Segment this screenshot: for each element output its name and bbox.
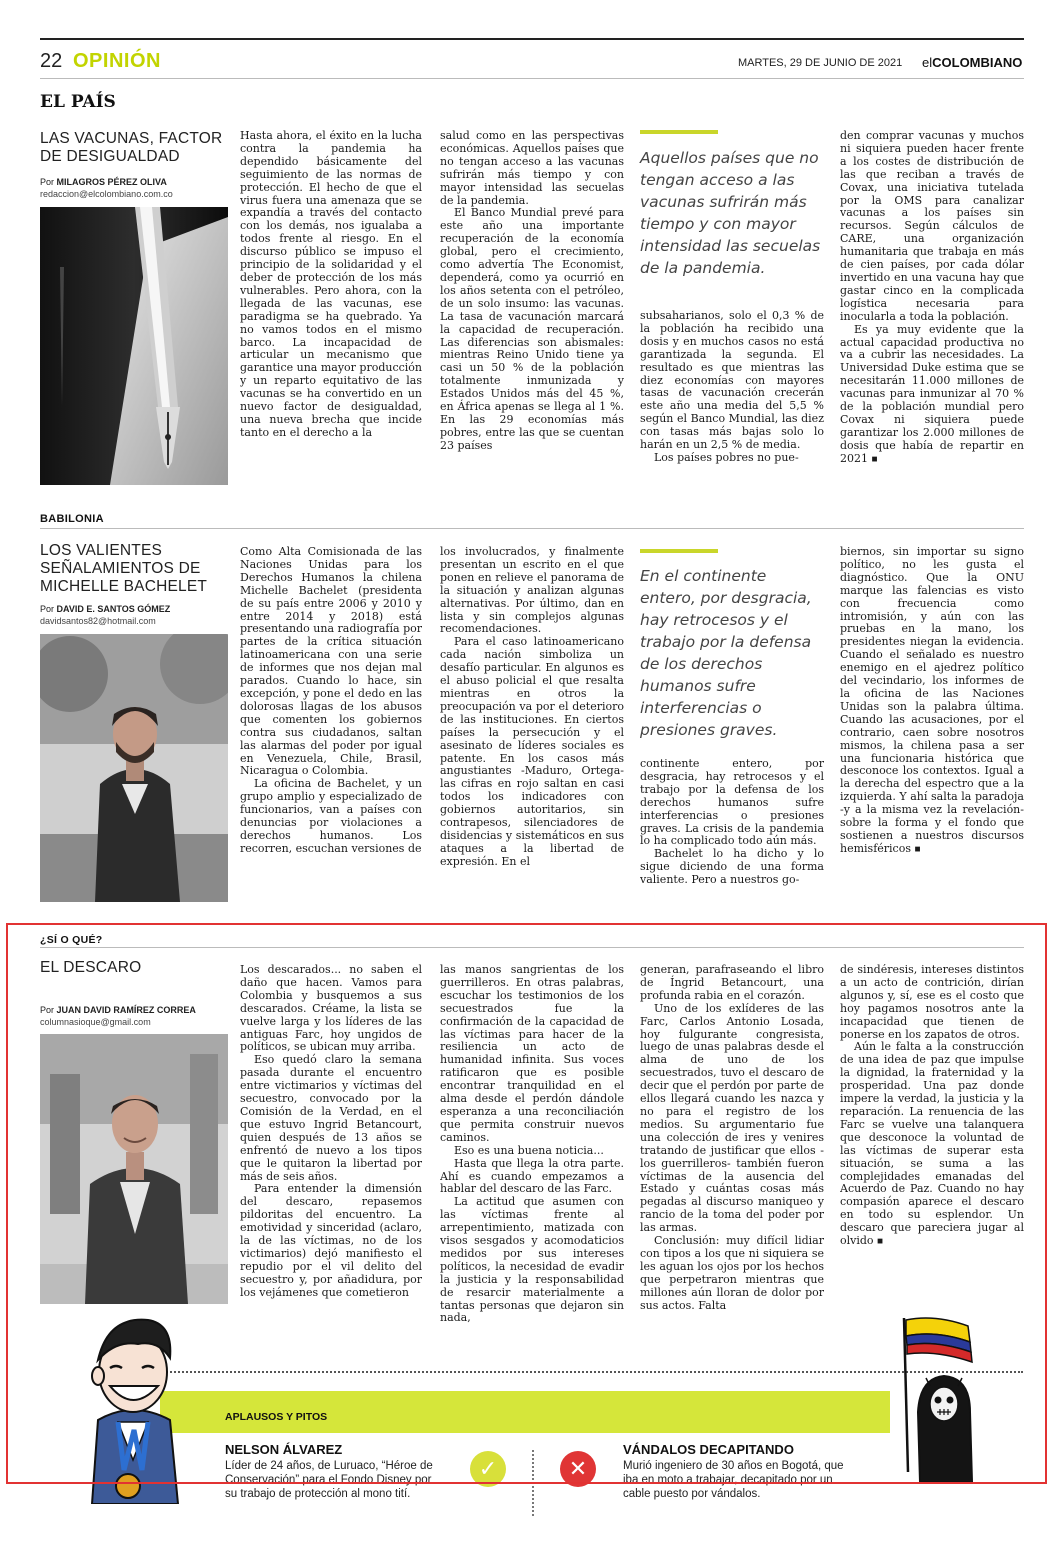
article-3-headline: [40, 959, 228, 977]
paragraph: Los descarados... no saben el daño que hacen. Vamos para Colombia y busquemos a sus descarados. Créame, la lista se vuelve larga y los líderes de las antiguas Farc, hoy ungidos de políticos, se ubican muy arriba.: [240, 964, 422, 1054]
paragraph: El Banco Mundial prevé para este año una importante recuperación de la economía global, pero el crecimiento, como advertía The Economist, dependerá, como ya ocurrió en los años setenta con el petróleo, de un solo insumo: las vacunas. La tasa de vacunación marcará la capacidad de recuperación. Las diferencias son abismales: mientras Reino Unido tiene ya casi un 50 % de la población totalmente inmunizada y Estados Unidos más del 45 %, en África apenas se llega al 1 %. En las 29 economías más pobres, entre las que se cuentan 23 países: [440, 206, 624, 452]
paragraph: los involucrados, y finalmente presentan un escrito en el que ponen en relieve el panorama de la situación y analizan algunas alternativas. Por último, dan en lista y sin complejos algunas recomendaciones.: [440, 546, 624, 636]
paragraph: [840, 324, 1024, 467]
paragraph: La actitud que asumen con las víctimas frente al arrepentimiento, matizada con visos sesgados y acomodaticios medidos por sus intereses políticos, la necesidad de evadir la justicia y la responsabilidad de resarcir materialmente a tantas personas que dejaron sin nada,: [440, 1195, 624, 1325]
author-name: DAVID E. SANTOS GÓMEZ: [56, 604, 171, 614]
paragraph: La oficina de Bachelet, y un grupo amplio y especializado de funcionarios, van a países con denuncias por violaciones a derechos humanos. Los recorren, escuchan versiones de: [240, 777, 422, 855]
headline-line: LOS VALIENTES: [40, 542, 163, 559]
byline-prefix: Por: [40, 1005, 55, 1015]
paragraph: salud como en las perspectivas económicas. Aquellos países que no tengan acceso a las vacunas sufrirán más tiempo y con mayor intensidad las secuelas de la pandemia.: [440, 130, 624, 207]
author-name: MILAGROS PÉREZ OLIVA: [56, 177, 167, 187]
page-number: 22: [40, 50, 63, 72]
paragraph: subsaharianos, solo el 0,3 % de la población ha recibido una dosis y en muchos casos no está garantizada la segunda. El resultado es que mientras las diez economías con mayores tasas de vacunación crecerán este año una media del 5,5 % según el Banco Mundial, las diez con tasas más bajas solo lo harán en un 2,5 % de media.: [640, 310, 824, 452]
paragraph: Como Alta Comisionada de las Naciones Unidas para los Derechos Humanos la chilena Michelle Bachelet (presidenta de su país entre 2006 y 2010 y entre 2014 y 2018) está presentando una radiografía por partes de la crítica situación latinoamericana con una serie de informes que nos dejan mal parados. Cuando lo hace, sin excepción, y pone el dedo en las dolorosas llagas de los abusos que comenten los gobiernos contra sus ciudadanos, saltan las alarmas del poder por igual en Venezuela, Chile, Brasil, Nicaragua o Colombia.: [240, 546, 422, 778]
article-1-headline: [40, 130, 228, 166]
paragraph-text: Aún le falta a la construcción de una idea de paz que impulse la dignidad, la fraternidad y la prosperidad. Una paz donde impere la verdad, la justicia y la reparación. La renuencia de las Farc se vuelve una talanquera que desconoce la voluntad de las víctimas de superar esta situación, se suma a las complejidades emanadas del Acuerdo de Paz. Cuando no hay compasión aparece el descaro en todo su esplendor. Un descaro que pareciera jugar al olvido: [840, 1040, 1024, 1248]
paragraph: Bachelet lo ha dicho y lo sigue diciendo de una forma valiente. Pero a nuestros go-: [640, 847, 824, 887]
x-icon: ✕: [560, 1451, 596, 1487]
end-mark: ■: [871, 453, 878, 465]
article-2-email: davidsantos82@hotmail.com: [40, 616, 156, 626]
headline-line: LAS VACUNAS, FACTOR: [40, 130, 223, 147]
paragraph: [840, 1041, 1024, 1249]
logo-name: COLOMBIANO: [932, 55, 1023, 70]
paragraph: Uno de los exlíderes de las Farc, Carlos Antonio Losada, hoy fulgurante congresista, luego de unas palabras desde el alma de uno de los secuestrados, tuvo el descaro de decir que el perdón por parte de ellos llegará cuando les nazca y no para el registro de los medios. Su argumentario fue una colección de ires y venires tratando de justificar que ellos -los guerrilleros- también fueron víctimas de la ausencia del Estado y cuántas cosas más pegadas al discurso maniqueo y rancio de la toma del poder por las armas.: [640, 1001, 824, 1235]
headline-line: SEÑALAMIENTOS DE: [40, 560, 201, 577]
headline-line: DE DESIGUALDAD: [40, 148, 180, 165]
article-1-email: redaccion@elcolombiano.com.co: [40, 189, 173, 199]
article-3-byline: [40, 1005, 230, 1015]
paragraph: Para el caso latinoamericano cada nación simboliza un desafío particular. En algunos es el abuso policial el que resalta mientras en otros la preocupación va por el deterioro de las instituciones. En ciertos países la persecución y el asesinato de líderes sociales es patente. En los casos más angustiantes -Maduro, Ortega- las cifras en rojo saltan en casi todos los indicadores con gobiernos autoritarios, sin contrapesos, silenciadores de disidencias y sistemáticos en sus ataques a la libertad de expresión. En el: [440, 635, 624, 868]
fountain-pen-illustration: [40, 207, 228, 485]
article-1-column-1: [240, 130, 422, 492]
article-1-column-3: [640, 310, 824, 492]
section-rule: [40, 947, 1024, 948]
article-3-column-3: [640, 964, 824, 1356]
article-1-byline: [40, 177, 230, 187]
article-1-column-4: [840, 130, 1024, 492]
paragraph: den comprar vacunas y muchos ni siquiera pueden hacer frente a los costes de distribución de las que reciban a través de Covax, una iniciativa tutelada por la OMS para canalizar vacunas a los países sin recursos. Según cálculos de CARE, una organización humanitaria que trabaja en más de cien países, por cada dólar invertido en una vacuna hay que gastar cinco en la complicada logística necesaria para inocularla a toda la población.: [840, 130, 1024, 323]
article-2-pull-quote: En el continente entero, por desgracia, hay retrocesos y el trabajo por la defensa de los derechos humanos sufre interferencias o presiones graves.: [640, 567, 812, 739]
section-rule: [40, 528, 1024, 529]
article-1-pull-quote: Aquellos países que no tengan acceso a las vacunas sufrirán más tiempo y con mayor intensidad las secuelas de la pandemia.: [640, 149, 821, 277]
paragraph: las manos sangrientas de los guerrilleros. En otras palabras, escuchar los testimonios de los secuestrados fue la confirmación de la capacidad de las víctimas para hacer de la resiliencia un acto de humanidad infinita. Sus voces ratificaron que es posible encontrar tranquilidad en el alma desde el perdón dándole esperanza a una reconciliación que permita construir nuevos caminos.: [440, 964, 624, 1144]
dotted-divider: [532, 1450, 534, 1516]
author-portrait: [40, 1034, 228, 1304]
end-mark: ■: [914, 843, 921, 855]
article-2-column-4: [840, 546, 1024, 906]
article-3-column-2: [440, 964, 624, 1356]
whistle-name: VÁNDALOS DECAPITANDO: [623, 1442, 794, 1457]
paragraph: de sindéresis, intereses distintos a un acto de contrición, dirían algunos y, sí, ese es el costo que hoy pagamos nosotros ante la incapacidad que tienen de ponerse en los zapatos de otros.: [840, 964, 1024, 1041]
article-2-column-2: [440, 546, 624, 906]
paragraph: Para entender la dimensión del descaro, repasemos pildoritas del encuentro. La emotividad y sinceridad (aclaro, la de las víctimas, no de los victimarios) dejó manifiesto el repudio por el vil delito del secuestro y, por añadidura, por los vejámenes que cometieron: [240, 1182, 422, 1299]
header-rule: [40, 78, 1024, 79]
smiling-cartoon-icon: [78, 1310, 188, 1504]
check-icon: ✓: [470, 1451, 506, 1487]
headline-line: EL DESCARO: [40, 959, 142, 976]
newspaper-logo: [922, 55, 1022, 70]
headline-line: MICHELLE BACHELET: [40, 578, 208, 595]
section-label-si-o-que: ¿SÍ O QUÉ?: [40, 934, 103, 946]
byline-prefix: Por: [40, 177, 55, 187]
issue-date: MARTES, 29 DE JUNIO DE 2021: [738, 57, 903, 69]
article-2-byline: [40, 604, 230, 614]
whistle-text: Murió ingeniero de 30 años en Bogotá, que iba en moto a trabajar, decapitado por un cable puesto por vándalos.: [623, 1460, 844, 1500]
aplausos-label: APLAUSOS Y PITOS: [225, 1411, 328, 1423]
author-name: JUAN DAVID RAMÍREZ CORREA: [56, 1005, 196, 1015]
paragraph: Eso es una buena noticia...: [454, 1143, 604, 1157]
paragraph: generan, parafraseando el libro de Íngrid Betancourt, una profunda rabia en el corazón.: [640, 964, 824, 1002]
paragraph: Conclusión: muy difícil lidiar con tipos a los que ni siquiera se les aguan los ojos por los hechos que perpetraron mientras que millones aún lloran de dolor por sus actos. Falta: [640, 1234, 824, 1312]
paragraph: Los países pobres no pue-: [654, 450, 799, 464]
article-2-column-1: [240, 546, 422, 906]
fountain-pen-photo: [40, 207, 228, 485]
byline-prefix: Por: [40, 604, 55, 614]
paragraph-text: Es ya muy evidente que la actual capacidad productiva no va a cubrir las necesidades. La Universidad Duke estima que se necesitarán 11.000 millones de vacunas para inmunizar al 70 % de la población mundial pero Covax ni siquiera puede garantizar los 2.000 millones de dosis que había de repartir en 2021: [840, 322, 1024, 465]
pull-quote-bar: [640, 130, 718, 134]
logo-el: el: [922, 55, 933, 70]
applause-name: NELSON ÁLVAREZ: [225, 1442, 343, 1457]
article-3-column-4: [840, 964, 1024, 1280]
section-label-el-pais: EL PAÍS: [40, 92, 116, 112]
paragraph: Hasta ahora, el éxito en la lucha contra la pandemia ha dependido básicamente del seguimiento de las normas de protección. El hecho de que el virus fuera una amenaza que se expandía a través del contacto con los demás, nos igualaba a todos frente al riesgo. En el discurso público se impuso el principio de la solidaridad y el deber de protección de los más vulnerables. Pero ahora, con la llegada de las vacunas, ese paradigma se ha quebrado. Ya no vamos todos en el mismo barco. La incapacidad de articular un mecanismo que garantice una mayor producción y un reparto equitativo de las vacunas se ha convertido en un nuevo factor de desigualdad, una nueva brecha que incide tanto en el derecho a la: [240, 130, 422, 439]
paragraph: [840, 546, 1024, 857]
article-3-column-1: [240, 964, 422, 1356]
paragraph-text: biernos, sin importar su signo político, no les gusta el diagnóstico. Que la ONU marque las falencias es visto con frecuencia como intromisión, y aún con las pruebas en la mano, los presidentes niegan la evidencia. Cuando el señalado es nuestro enemigo en el ajedrez político del vecindario, los informes de la oficina de las Naciones Unidas son la palabra última. Cuando las acusaciones, por el contrario, caen sobre nosotros mismos, la chilena pasa a ser una funcionaria histórica que desconoce los contextos. Igual a la derecha del espectro que a la izquierda. Y ahí salta la paradoja -y a la misma vez la revelación- sobre la forma y el fondo que sostienen a nuestros discursos hemisféricos: [840, 546, 1024, 855]
article-2-column-3: [640, 758, 824, 906]
applause-text: Líder de 24 años, de Luruaco, “Héroe de Conservación” para el Fondo Disney por su trabajo de protección al mono tití.: [225, 1460, 433, 1500]
top-rule: [40, 38, 1024, 40]
article-3-email: columnasioque@gmail.com: [40, 1017, 151, 1027]
article-2-headline: [40, 542, 228, 596]
pull-quote-bar: [640, 549, 718, 553]
article-1-column-2: [440, 130, 624, 492]
paragraph: continente entero, por desgracia, hay retrocesos y el trabajo por la defensa de los derechos humanos sufre interferencias o presiones graves. La crisis de la pandemia lo ha complicado todo aún más.: [640, 758, 824, 848]
author-portrait: [40, 634, 228, 902]
section-label-babilonia: BABILONIA: [40, 513, 104, 525]
paragraph: Hasta que llega la otra parte. Ahí es cuando empezamos a hablar del descaro de las Farc.: [440, 1156, 624, 1196]
grim-reaper-flag-icon: [890, 1312, 986, 1482]
author-photo-juan-david: [40, 1034, 228, 1304]
end-mark: ■: [877, 1236, 884, 1248]
section-title: OPINIÓN: [73, 50, 161, 72]
author-photo-david-santos: [40, 634, 228, 902]
paragraph: Eso quedó claro la semana pasada durante el encuentro entre victimarios y víctimas del secuestro, convocado por la Comisión de la Verdad, en el que estuvo Ingrid Betancourt, quien después de 13 años se enfrentó de nuevo a los tipos que le quitaron la libertad por más de seis años.: [240, 1053, 422, 1183]
